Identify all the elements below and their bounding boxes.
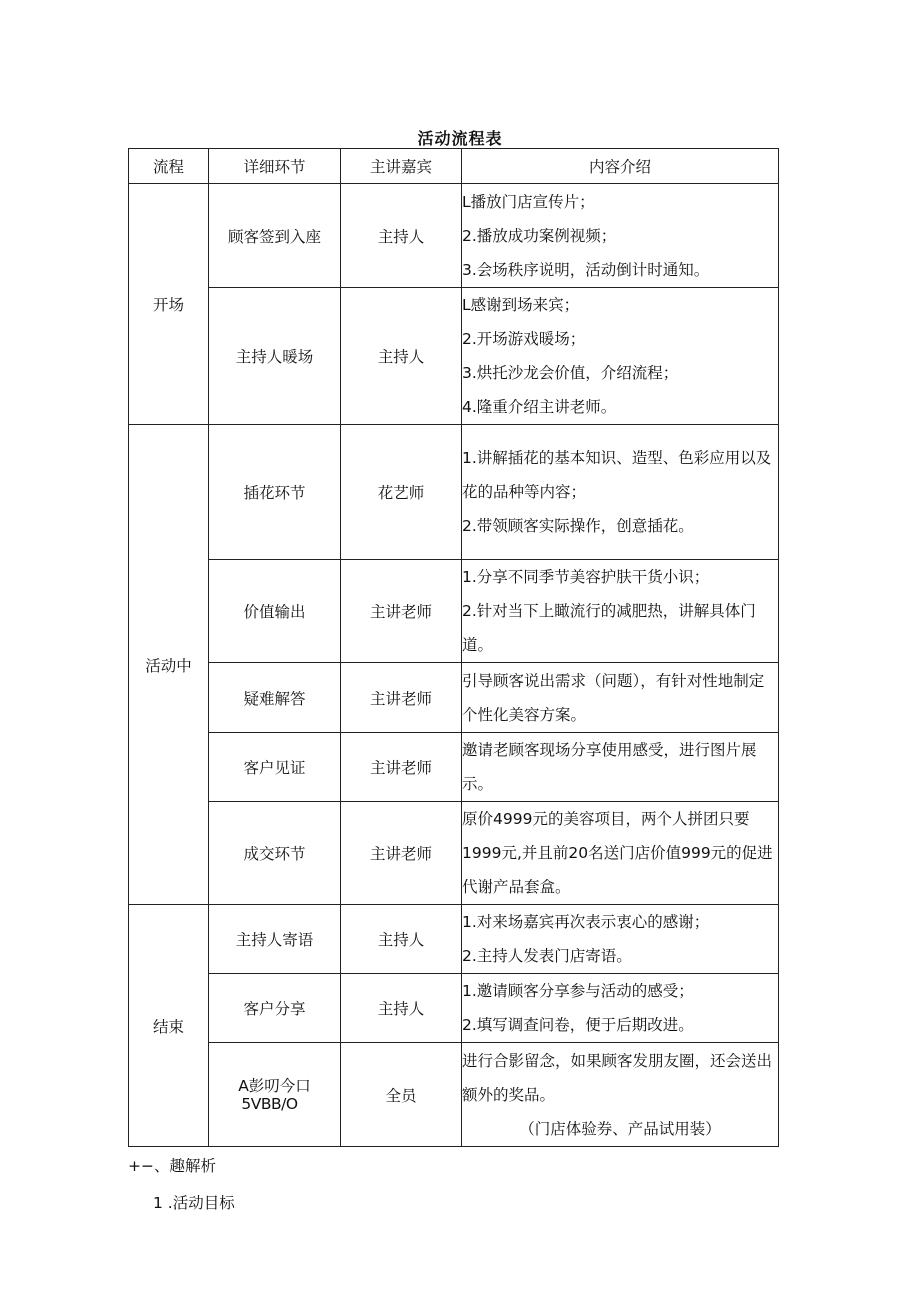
content-line: 1.邀请顾客分享参与活动的感受； [462, 982, 694, 1000]
garbled-step-label [238, 1077, 311, 1113]
step-cell: 客户分享 [209, 974, 341, 1043]
step-cell: 插花环节 [209, 425, 341, 560]
content-line: 3.烘托沙龙会价值，介绍流程； [462, 364, 679, 382]
content-line: 2.开场游戏暖场； [462, 330, 586, 348]
content-line: 原价4999元的美容项目，两个人拼团只要1999元,并且前20名送门店价值999元的促进代谢产品套盒。 [462, 810, 773, 896]
content-cell [462, 1043, 779, 1147]
content-cell [462, 184, 779, 288]
content-line: 2.针对当下上瞰流行的减肥热，讲解具体门道。 [462, 602, 756, 654]
table-row [129, 733, 779, 802]
content-line: 4.隆重介绍主讲老师。 [462, 398, 617, 416]
header-speaker: 主讲嘉宾 [341, 149, 462, 184]
content-cell [462, 905, 779, 974]
table-row [129, 802, 779, 905]
step-cell: 客户见证 [209, 733, 341, 802]
content-line: （门店体验券、产品试用装） [519, 1119, 721, 1138]
table-row [129, 288, 779, 425]
list-item: 1 .活动目标 [153, 1194, 235, 1212]
speaker-cell: 花艺师 [341, 425, 462, 560]
table-header-row [129, 149, 779, 184]
content-cell [462, 288, 779, 425]
table-row [129, 184, 779, 288]
table-title: 活动流程表 [417, 129, 503, 148]
step-cell [209, 1043, 341, 1147]
speaker-cell: 主讲老师 [341, 802, 462, 905]
table-row [129, 663, 779, 733]
content-cell [462, 974, 779, 1043]
speaker-cell: 全员 [341, 1043, 462, 1147]
speaker-cell: 主持人 [341, 974, 462, 1043]
speaker-cell: 主讲老师 [341, 663, 462, 733]
content-cell [462, 733, 779, 802]
content-line: 1.分享不同季节美容护肤干货小识； [462, 568, 710, 586]
speaker-cell: 主持人 [341, 288, 462, 425]
content-cell [462, 560, 779, 663]
table-row [129, 905, 779, 974]
content-cell [462, 425, 779, 560]
content-line: 进行合影留念，如果顾客发朋友圈，还会送出额外的奖品。 [462, 1051, 773, 1104]
content-line: 2.主持人发表门店寄语。 [462, 947, 632, 965]
step-cell: 顾客签到入座 [209, 184, 341, 288]
content-line: 1.对来场嘉宾再次表示衷心的感谢； [462, 913, 710, 931]
speaker-cell: 主讲老师 [341, 733, 462, 802]
step-cell: 成交环节 [209, 802, 341, 905]
speaker-cell: 主持人 [341, 905, 462, 974]
content-line: L播放门店宣传片； [462, 192, 595, 211]
speaker-cell: 主讲老师 [341, 560, 462, 663]
speaker-cell: 主持人 [341, 184, 462, 288]
table-row [129, 425, 779, 560]
content-line: 2.带领顾客实际操作，创意插花。 [462, 517, 694, 535]
header-content: 内容介绍 [462, 149, 779, 184]
table-row [129, 1043, 779, 1147]
step-cell: 价值输出 [209, 560, 341, 663]
content-line: 2.播放成功案例视频； [462, 226, 617, 245]
step-cell: 疑难解答 [209, 663, 341, 733]
header-phase: 流程 [129, 149, 209, 184]
table-row [129, 974, 779, 1043]
step-cell: 主持人暖场 [209, 288, 341, 425]
phase-cell-middle: 活动中 [129, 425, 209, 905]
content-line: 引导顾客说出需求（问题），有针对性地制定个性化美容方案。 [462, 671, 765, 724]
content-line: 2.填写调查问卷，便于后期改进。 [462, 1016, 694, 1034]
content-line: L感谢到场来宾； [462, 296, 580, 314]
step-cell: 主持人寄语 [209, 905, 341, 974]
table-row [129, 560, 779, 663]
phase-cell-opening: 开场 [129, 184, 209, 425]
content-cell [462, 802, 779, 905]
content-cell [462, 663, 779, 733]
header-step: 详细环节 [209, 149, 341, 184]
content-line: 1.讲解插花的基本知识、造型、色彩应用以及花的品种等内容； [462, 449, 772, 501]
garbled-step-line: A彭叨今口 [238, 1076, 311, 1095]
content-line: 3.会场秩序说明，活动倒计时通知。 [462, 260, 710, 279]
activity-flow-table [128, 148, 779, 1147]
content-line: 邀请老顾客现场分享使用感受，进行图片展示。 [462, 741, 757, 793]
section-heading: +−、趣解析 [128, 1157, 216, 1175]
garbled-step-line: 5VBB/O [241, 1094, 298, 1113]
phase-cell-ending: 结束 [129, 905, 209, 1147]
